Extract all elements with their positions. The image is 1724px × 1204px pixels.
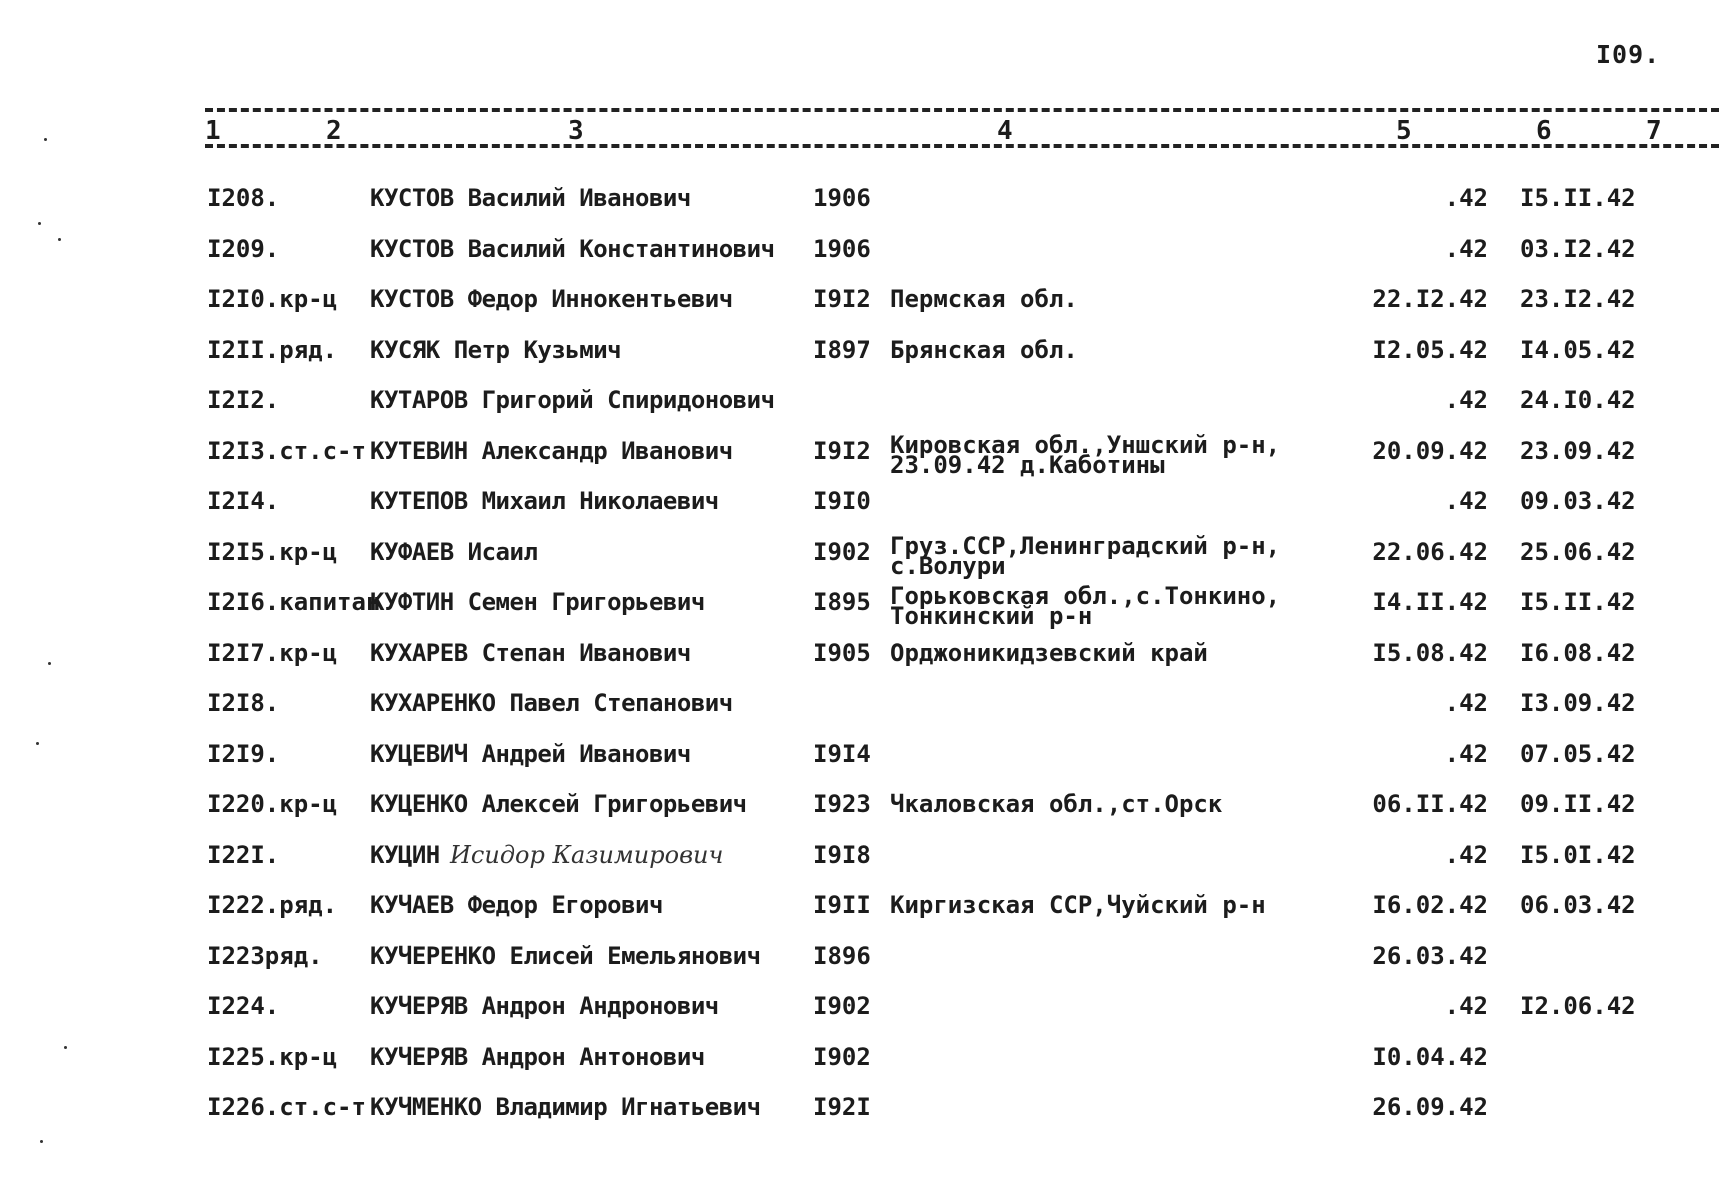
record-date-col6: I6.08.42	[1520, 638, 1636, 667]
record-place: Орджоникидзевский край	[890, 638, 1208, 667]
record-number: I2I3.ст.с-т	[207, 436, 366, 465]
header-rule-top	[205, 108, 1719, 112]
record-number: I220.кр-ц	[207, 790, 338, 818]
record-date-col6: I5.II.42	[1520, 588, 1636, 616]
record-date-col6: 25.06.42	[1520, 537, 1636, 566]
record-name: КУЦИН	[370, 840, 440, 869]
scan-speck	[40, 1140, 43, 1143]
record-date-col5: .42	[1444, 184, 1488, 212]
header-rule-bottom	[205, 144, 1719, 148]
record-row	[0, 736, 1724, 772]
record-date-col6: 09.II.42	[1520, 790, 1636, 818]
record-year: I9I0	[813, 487, 871, 515]
record-row	[0, 685, 1724, 721]
record-date-col5: 20.09.42	[1372, 436, 1488, 465]
record-date-col6: I5.II.42	[1520, 184, 1636, 212]
record-name: КУТАРОВ Григорий Спиридонович	[370, 386, 775, 414]
record-name: КУСЯК Петр Кузьмич	[370, 335, 622, 364]
record-date-col5: .42	[1444, 234, 1488, 263]
record-row	[0, 332, 1724, 368]
record-year: I905	[813, 638, 871, 667]
record-date-col5: 22.I2.42	[1372, 285, 1488, 313]
record-year: I923	[813, 790, 871, 818]
scan-speck	[58, 238, 61, 241]
record-row	[0, 635, 1724, 671]
record-date-col6: 24.I0.42	[1520, 386, 1636, 414]
record-year: I902	[813, 992, 871, 1020]
record-date-col5: .42	[1444, 487, 1488, 515]
record-date-col5: I5.08.42	[1372, 638, 1488, 667]
record-name: КУСТОВ Василий Иванович	[370, 184, 691, 212]
record-number: I2I8.	[207, 689, 280, 717]
record-row	[0, 281, 1724, 317]
record-name: КУФАЕВ Исаил	[370, 537, 538, 566]
record-number: I225.кр-ц	[207, 1042, 338, 1071]
record-date-col5: I2.05.42	[1372, 335, 1488, 364]
record-number: I22I.	[207, 840, 280, 869]
record-row	[0, 582, 1724, 630]
column-number-4: 4	[997, 116, 1013, 146]
record-row	[0, 531, 1724, 580]
record-year: I9I4	[813, 739, 871, 768]
record-row	[0, 786, 1724, 822]
scan-speck	[44, 138, 47, 141]
column-number-1: 1	[205, 116, 221, 146]
record-date-col6: I3.09.42	[1520, 689, 1636, 717]
column-number-6: 6	[1536, 116, 1552, 146]
record-row	[0, 180, 1724, 216]
record-row	[0, 1039, 1724, 1075]
column-number-5: 5	[1396, 116, 1412, 146]
scan-speck	[48, 662, 51, 665]
record-date-col6: 23.09.42	[1520, 436, 1636, 465]
record-year: I9I2	[813, 436, 871, 465]
record-place: Груз.ССР,Ленинградский р-н, с.Волури	[890, 531, 1281, 580]
column-number-3: 3	[568, 116, 584, 146]
record-name: КУЧМЕНКО Владимир Игнатьевич	[370, 1093, 761, 1121]
record-row	[0, 483, 1724, 519]
record-year: 1906	[813, 184, 871, 212]
record-number: I224.	[207, 992, 280, 1020]
record-name: КУТЕПОВ Михаил Николаевич	[370, 487, 719, 515]
record-number: I226.ст.с-т	[207, 1093, 366, 1121]
record-date-col5: I0.04.42	[1372, 1042, 1488, 1071]
record-name: КУХАРЕВ Степан Иванович	[370, 638, 691, 667]
record-date-col6: I4.05.42	[1520, 335, 1636, 364]
record-place: Чкаловская обл.,ст.Орск	[890, 790, 1223, 818]
record-date-col5: 26.09.42	[1372, 1093, 1488, 1121]
handwritten-name: Исидор Казимирович	[450, 840, 724, 869]
record-name: КУЦЕВИЧ Андрей Иванович	[370, 739, 691, 768]
record-date-col5: .42	[1444, 689, 1488, 717]
record-year: I9II	[813, 891, 871, 919]
record-number: I208.	[207, 184, 280, 212]
record-date-col6: 07.05.42	[1520, 739, 1636, 768]
record-number: I2I6.капитан	[207, 588, 381, 616]
scan-speck	[38, 222, 41, 225]
record-name: КУСТОВ Федор Иннокентьевич	[370, 285, 733, 313]
record-date-col5: .42	[1444, 386, 1488, 414]
record-date-col6: 09.03.42	[1520, 487, 1636, 515]
record-date-col6: 06.03.42	[1520, 891, 1636, 919]
record-place: Пермская обл.	[890, 285, 1078, 313]
record-year: I902	[813, 1042, 871, 1071]
record-number: I2I4.	[207, 487, 280, 515]
record-number: I209.	[207, 234, 280, 263]
record-date-col5: .42	[1444, 840, 1488, 869]
record-place: Горьковская обл.,с.Тонкино, Тонкинский р-н	[890, 582, 1281, 630]
record-row	[0, 1089, 1724, 1125]
record-year: I9I2	[813, 285, 871, 313]
record-date-col6: I2.06.42	[1520, 992, 1636, 1020]
record-year: I9I8	[813, 840, 871, 869]
record-date-col5: .42	[1444, 739, 1488, 768]
record-name: КУЧЕРЯВ Андрон Андронович	[370, 992, 719, 1020]
record-number: I2II.ряд.	[207, 335, 338, 364]
record-name: КУФТИН Семен Григорьевич	[370, 588, 705, 616]
scan-speck	[36, 742, 39, 745]
record-number: I2I2.	[207, 386, 280, 414]
record-row	[0, 887, 1724, 923]
page-number: I09.	[1596, 40, 1661, 69]
record-place: Киргизская ССР,Чуйский р-н	[890, 891, 1266, 919]
record-name: КУЦЕНКО Алексей Григорьевич	[370, 790, 747, 818]
record-date-col5: I4.II.42	[1372, 588, 1488, 616]
record-date-col5: 06.II.42	[1372, 790, 1488, 818]
record-year: I895	[813, 588, 871, 616]
record-row	[0, 231, 1724, 267]
record-place: Кировская обл.,Уншский р-н, 23.09.42 д.Каботины	[890, 430, 1281, 479]
scan-speck	[64, 1046, 67, 1049]
record-row	[0, 837, 1724, 873]
column-number-7: 7	[1646, 116, 1662, 146]
record-number: I2I5.кр-ц	[207, 537, 338, 566]
record-name: КУСТОВ Василий Константинович	[370, 234, 775, 263]
record-number: I2I7.кр-ц	[207, 638, 338, 667]
record-year: 1906	[813, 234, 871, 263]
record-number: I2I0.кр-ц	[207, 285, 338, 313]
record-date-col6: 03.I2.42	[1520, 234, 1636, 263]
record-row	[0, 938, 1724, 974]
record-date-col5: 22.06.42	[1372, 537, 1488, 566]
column-number-2: 2	[326, 116, 342, 146]
record-place: Брянская обл.	[890, 335, 1078, 364]
record-number: I222.ряд.	[207, 891, 338, 919]
record-name: КУЧЕРЕНКО Елисей Емельянович	[370, 941, 761, 970]
record-date-col6: I5.0I.42	[1520, 840, 1636, 869]
record-number: I2I9.	[207, 739, 280, 768]
record-row	[0, 430, 1724, 479]
record-name: КУТЕВИН Александр Иванович	[370, 436, 733, 465]
record-row	[0, 988, 1724, 1024]
record-name: КУЧАЕВ Федор Егорович	[370, 891, 663, 919]
record-date-col6: 23.I2.42	[1520, 285, 1636, 313]
record-row	[0, 382, 1724, 418]
record-name: КУХАРЕНКО Павел Степанович	[370, 689, 733, 717]
record-year: I902	[813, 537, 871, 566]
record-year: I897	[813, 335, 871, 364]
record-date-col5: 26.03.42	[1372, 941, 1488, 970]
record-date-col5: .42	[1444, 992, 1488, 1020]
record-year: I896	[813, 941, 871, 970]
record-year: I92I	[813, 1093, 871, 1121]
record-name: КУЧЕРЯВ Андрон Антонович	[370, 1042, 705, 1071]
record-number: I223ряд.	[207, 941, 323, 970]
record-date-col5: I6.02.42	[1372, 891, 1488, 919]
